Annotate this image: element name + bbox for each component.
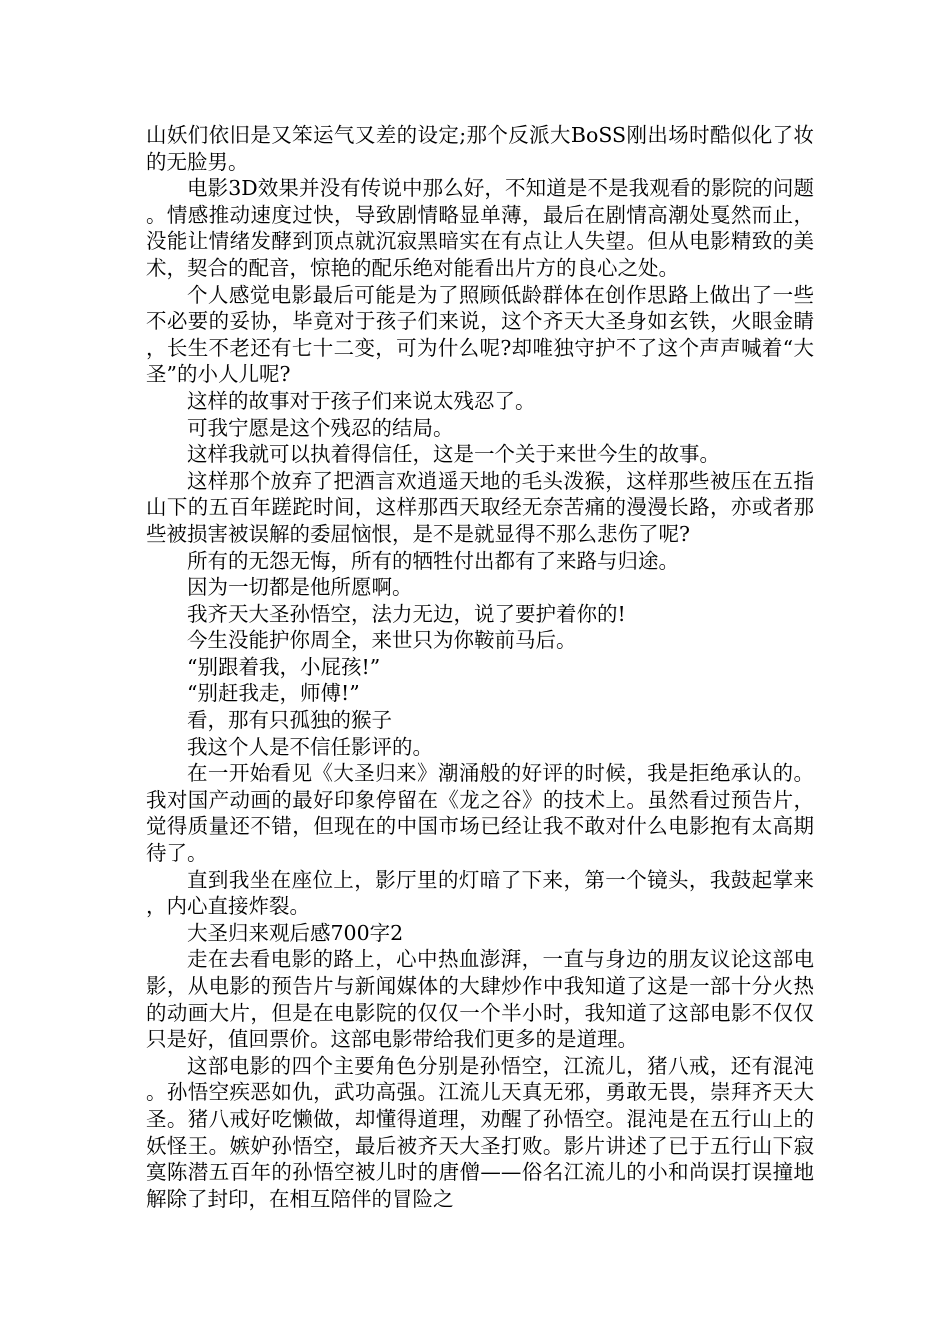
paragraph: 这样我就可以执着得信任，这是一个关于来世今生的故事。 <box>187 442 720 467</box>
paragraph: 电影3D效果并没有传说中那么好，不知道是不是我观看的影院的问题。情感推动速度过快，导致剧情略显单薄，最后在剧情高潮处戛然而止，没能让情绪发酵到顶点就沉寂黑暗实在有点让人失望。但从电影精致的美术，契合的配音，惊艳的配乐绝对能看出片方的良心之处。 <box>146 176 814 280</box>
paragraph: 走在去看电影的路上，心中热血澎湃，一直与身边的朋友议论这部电影，从电影的预告片与新闻媒体的大肆炒作中我知道了这是一部十分火热的动画大片，但是在电影院的仅仅一个半小时，我知道了这部电影不仅仅只是好，值回票价。这部电影带给我们更多的是道理。 <box>146 947 814 1052</box>
dialogue-line: “别赶我走，师傅!” <box>187 681 360 706</box>
paragraph: 可我宁愿是这个残忍的结局。 <box>187 415 454 440</box>
paragraph: 因为一切都是他所愿啊。 <box>187 575 413 600</box>
section-heading: 大圣归来观后感700字2 <box>187 920 404 945</box>
paragraph: 直到我坐在座位上，影厅里的灯暗了下来，第一个镜头，我鼓起掌来，内心直接炸裂。 <box>146 867 814 919</box>
paragraph: 看，那有只孤独的猴子 <box>187 708 392 733</box>
document-page <box>146 122 814 1212</box>
paragraph: 我这个人是不信任影评的。 <box>187 734 433 759</box>
dialogue-line: “别跟着我，小屁孩!” <box>187 654 381 679</box>
paragraph: 我齐天大圣孙悟空，法力无边，说了要护着你的! <box>187 601 626 626</box>
paragraph: 这部电影的四个主要角色分别是孙悟空，江流儿，猪八戒，还有混沌。孙悟空疾恶如仇，武功高强。江流儿天真无邪，勇敢无畏，崇拜齐天大圣。猪八戒好吃懒做，却懂得道理，劝醒了孙悟空。混沌是在五行山上的妖怪王。嫉妒孙悟空，最后被齐天大圣打败。影片讲述了已于五行山下寂寞陈潜五百年的孙悟空被儿时的唐僧——俗名江流儿的小和尚误打误撞地解除了封印，在相互陪伴的冒险之 <box>146 1053 814 1211</box>
paragraph: 今生没能护你周全，来世只为你鞍前马后。 <box>187 628 577 653</box>
paragraph: 这样那个放弃了把酒言欢逍遥天地的毛头泼猴，这样那些被压在五指山下的五百年蹉跎时间，这样那西天取经无奈苦痛的漫漫长路，亦或者那些被损害被误解的委屈恼恨，是不是就显得不那么悲伤了呢? <box>146 468 814 546</box>
paragraph: 这样的故事对于孩子们来说太残忍了。 <box>187 388 536 413</box>
paragraph: 在一开始看见《大圣归来》潮涌般的好评的时候，我是拒绝承认的。我对国产动画的最好印象停留在《龙之谷》的技术上。虽然看过预告片，觉得质量还不错，但现在的中国市场已经让我不敢对什么电影抱有太高期待了。 <box>146 761 814 866</box>
paragraph: 个人感觉电影最后可能是为了照顾低龄群体在创作思路上做出了一些不必要的妥协，毕竟对于孩子们来说，这个齐天大圣身如玄铁，火眼金睛，长生不老还有七十二变，可为什么呢?却唯独守护不了这个声声喊着“大圣”的小人儿呢? <box>146 282 814 387</box>
paragraph: 山妖们依旧是又笨运气又差的设定;那个反派大BoSS刚出场时酷似化了妆的无脸男。 <box>146 123 814 174</box>
paragraph: 所有的无怨无悔，所有的牺牲付出都有了来路与归途。 <box>187 548 679 573</box>
